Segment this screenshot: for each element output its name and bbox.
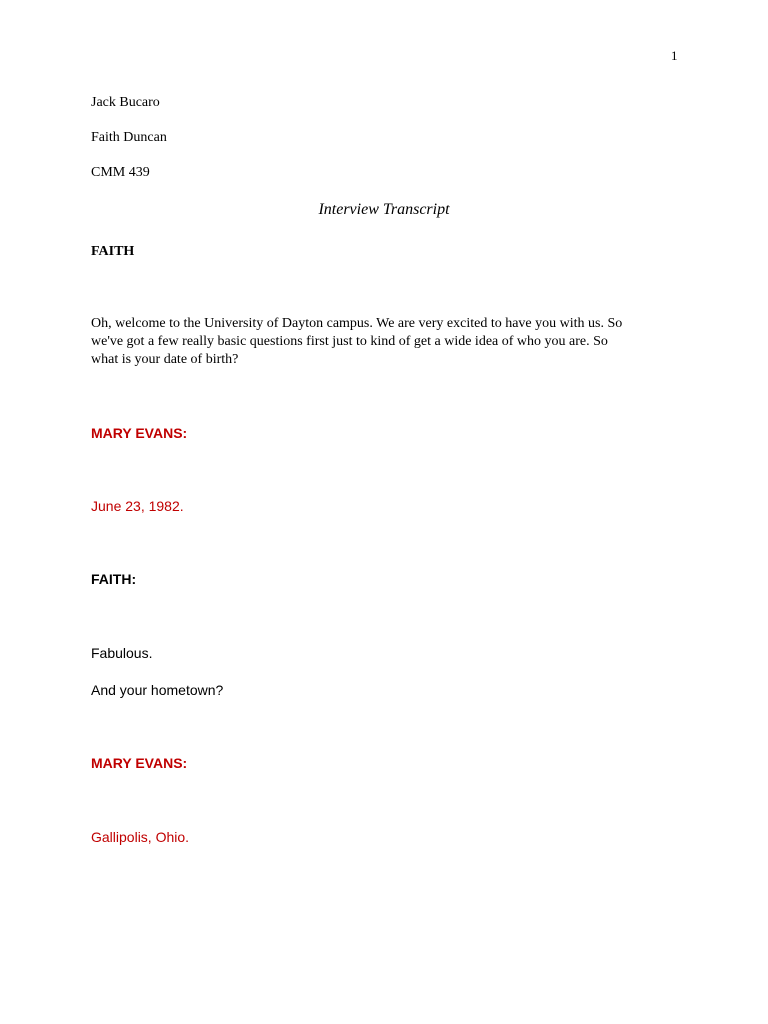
transcript-line: we've got a few really basic questions first just to kind of get a wide idea of who you are. So xyxy=(91,334,608,349)
transcript-line: June 23, 1982. xyxy=(91,498,184,514)
transcript-line: Gallipolis, Ohio. xyxy=(91,829,190,845)
author-name: Jack Bucaro xyxy=(91,95,160,110)
transcript-line: what is your date of birth? xyxy=(91,352,239,367)
transcript-line: Oh, welcome to the University of Dayton campus. We are very excited to have you with us. So xyxy=(91,316,623,331)
author-name: Faith Duncan xyxy=(91,130,167,145)
transcript-line: Fabulous. xyxy=(91,645,153,661)
transcript-line: And your hometown? xyxy=(91,682,224,698)
speaker-label: MARY EVANS: xyxy=(91,755,188,771)
speaker-label: MARY EVANS: xyxy=(91,425,188,441)
course-code: CMM 439 xyxy=(91,165,150,180)
speaker-label: FAITH: xyxy=(91,571,137,587)
transcript-paragraph xyxy=(91,315,681,369)
speaker-label: FAITH xyxy=(91,244,135,259)
document-title: Interview Transcript xyxy=(318,201,450,218)
page-number: 1 xyxy=(671,48,678,63)
